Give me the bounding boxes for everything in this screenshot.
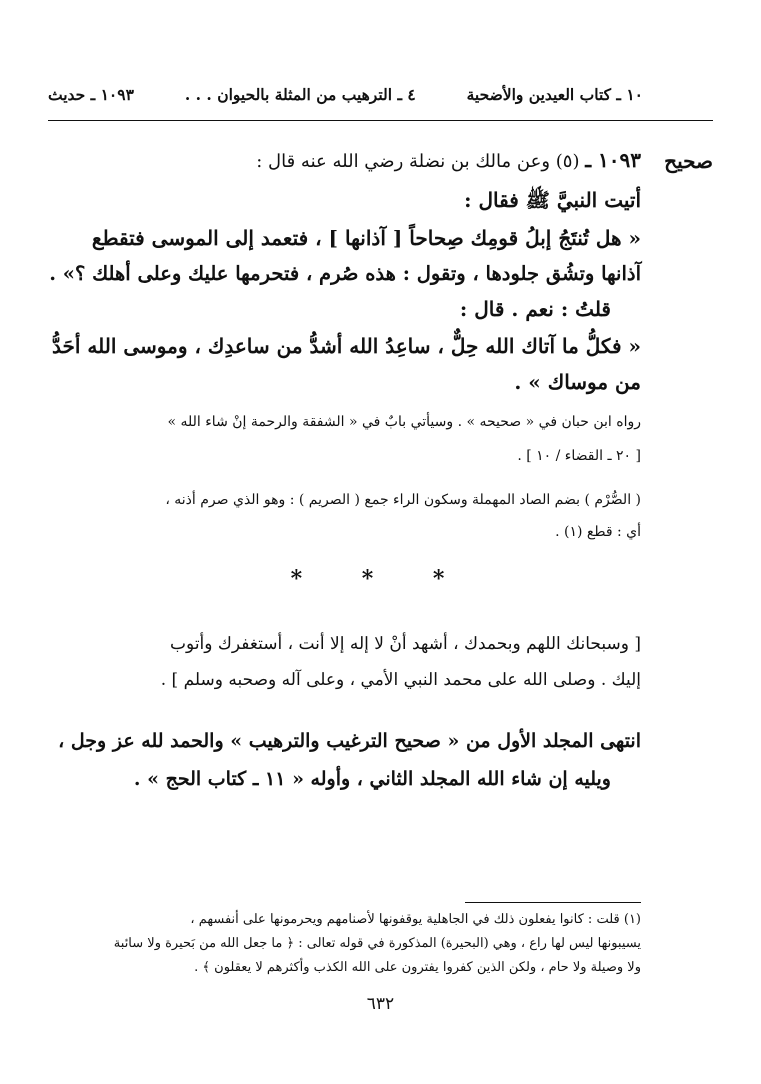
hadith-line: من موساك » .	[514, 370, 641, 394]
footnote-line: ولا وصيلة ولا حام ، ولكن الذين كفروا يفترون على الله الكذب وأكثرهم لا يعقلون ﴾ .	[194, 960, 641, 975]
colophon-line: ويليه إن شاء الله المجلد الثاني ، وأوله « ١١ ـ كتاب الحج » .	[133, 768, 611, 790]
hadith-intro: (٥) وعن مالك بن نضلة رضي الله عنه قال :	[256, 151, 580, 172]
gloss-line: ( الصُّرْم ) بضم الصاد المهملة وسكون الراء جمع ( الصريم ) : وهو الذي صرم أذنه ،	[165, 492, 641, 508]
hadith-line: « فكلُّ ما آتاك الله حِلٌّ ، ساعِدُ الله أشدُّ من ساعدِك ، وموسى الله أحَدُّ	[52, 334, 641, 358]
header-section: ٤ ـ الترهيب من المثلة بالحيوان . . .	[184, 84, 416, 104]
closing-line: إليك . وصلى الله على محمد النبي الأمي ، وعلى آله وصحبه وسلم ] .	[160, 670, 641, 690]
closing-line: [ وسبحانك اللهم وبحمدك ، أشهد أنْ لا إله إلا أنت ، أستغفرك وأتوب	[170, 634, 641, 654]
takhrij-line: رواه ابن حبان في « صحيحه » . وسيأتي بابٌ في « الشفقة والرحمة إنْ شاء الله »	[167, 414, 641, 430]
hadith-line: « هل تُنتَجُ إبلُ قومِك صِحاحاً [ آذانها ] ، فتعمد إلى الموسى فتقطع	[91, 226, 641, 250]
hadith-line: آذانها وتشُق جلودها ، وتقول : هذه صُرم ، فتحرمها عليك وعلى أهلك ؟» .	[49, 262, 641, 285]
gloss-line: أي : قطع (١) .	[555, 524, 641, 540]
section-separator: * * *	[290, 566, 471, 592]
hadith-number: ١٠٩٣ ـ	[585, 148, 641, 172]
footnote-rule	[465, 902, 641, 903]
colophon-line: انتهى المجلد الأول من « صحيح الترغيب والترهيب » والحمد لله عز وجل ،	[58, 730, 641, 752]
hadith-line: قلتُ : نعم . قال :	[459, 297, 611, 321]
grade-label: صحيح	[664, 149, 713, 173]
hadith-heading	[120, 148, 641, 172]
header-hadith-ref: ١٠٩٣ ـ حديث	[48, 84, 134, 104]
hadith-line: أتيت النبيَّ ﷺ فقال :	[464, 188, 641, 212]
page-number: ٦٣٢	[366, 994, 395, 1014]
header-chapter: ١٠ ـ كتاب العيدين والأضحية	[466, 84, 643, 104]
takhrij-line: [ ٢٠ ـ القضاء / ١٠ ] .	[517, 448, 641, 464]
footnote-line: يسيبونها ليس لها راع ، وهي (البحيرة) المذكورة في قوله تعالى : ﴿ ما جعل الله من بَحيرة ولا سائبة	[113, 936, 641, 951]
footnote-line: (١) قلت : كانوا يفعلون ذلك في الجاهلية يوقفونها لأصنامهم ويحرمونها على أنفسهم ،	[190, 912, 641, 927]
header-rule	[48, 120, 713, 121]
running-header	[48, 82, 643, 106]
